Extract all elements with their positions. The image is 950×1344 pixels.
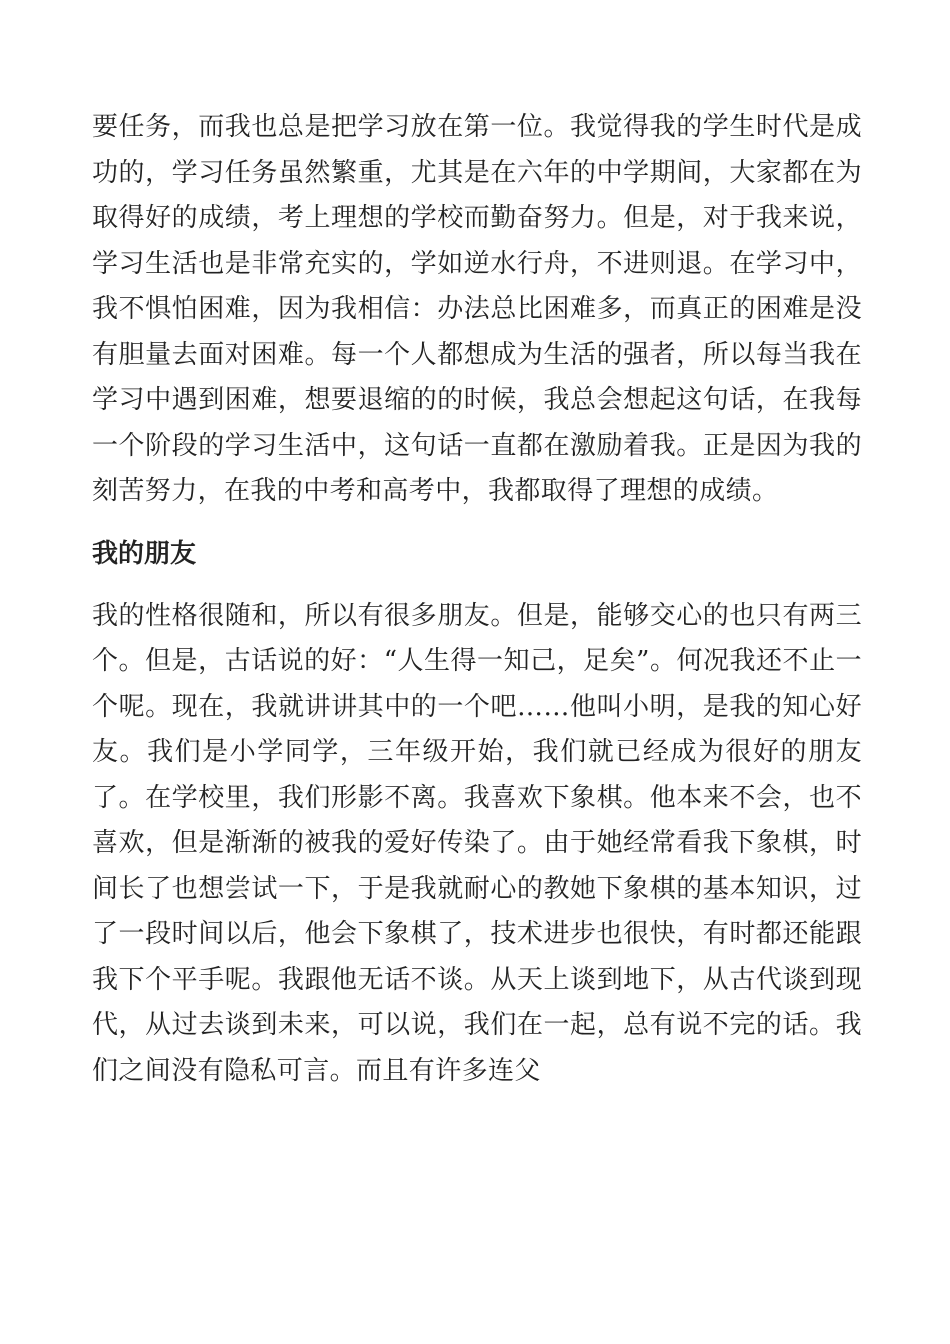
document-page [92, 105, 862, 1094]
section-heading-my-friend: 我的朋友 [92, 538, 197, 569]
body-paragraph-school: 要任务，而我也总是把学习放在第一位。我觉得我的学生时代是成功的，学习任务虽然繁重，尤其是在六年的中学期间，大家都在为取得好的成绩，考上理想的学校而勤奋努力。但是，对于我来说，学习生活也是非常充实的，学如逆水行舟，不进则退。在学习中，我不惧怕困难，因为我相信：办法总比困难多，而真正的困难是没有胆量去面对困难。每一个人都想成为生活的强者，所以每当我在学习中遇到困难，想要退缩的的时候，我总会想起这句话，在我每一个阶段的学习生活中，这句话一直都在激励着我。正是因为我的刻苦努力，在我的中考和高考中，我都取得了理想的成绩。 [92, 112, 862, 506]
body-paragraph-friend: 我的性格很随和，所以有很多朋友。但是，能够交心的也只有两三个。但是，古话说的好：“人生得一知己，足矣”。何况我还不止一个呢。现在，我就讲讲其中的一个吧……他叫小明，是我的知心好友。我们是小学同学，三年级开始，我们就已经成为很好的朋友了。在学校里，我们形影不离。我喜欢下象棋。他本来不会，也不喜欢，但是渐渐的被我的爱好传染了。由于她经常看我下象棋，时间长了也想尝试一下，于是我就耐心的教她下象棋的基本知识，过了一段时间以后，他会下象棋了，技术进步也很快，有时都还能跟我下个平手呢。我跟他无话不谈。从天上谈到地下，从古代谈到现代，从过去谈到未来，可以说，我们在一起，总有说不完的话。我们之间没有隐私可言。而且有许多连父 [92, 600, 862, 1086]
